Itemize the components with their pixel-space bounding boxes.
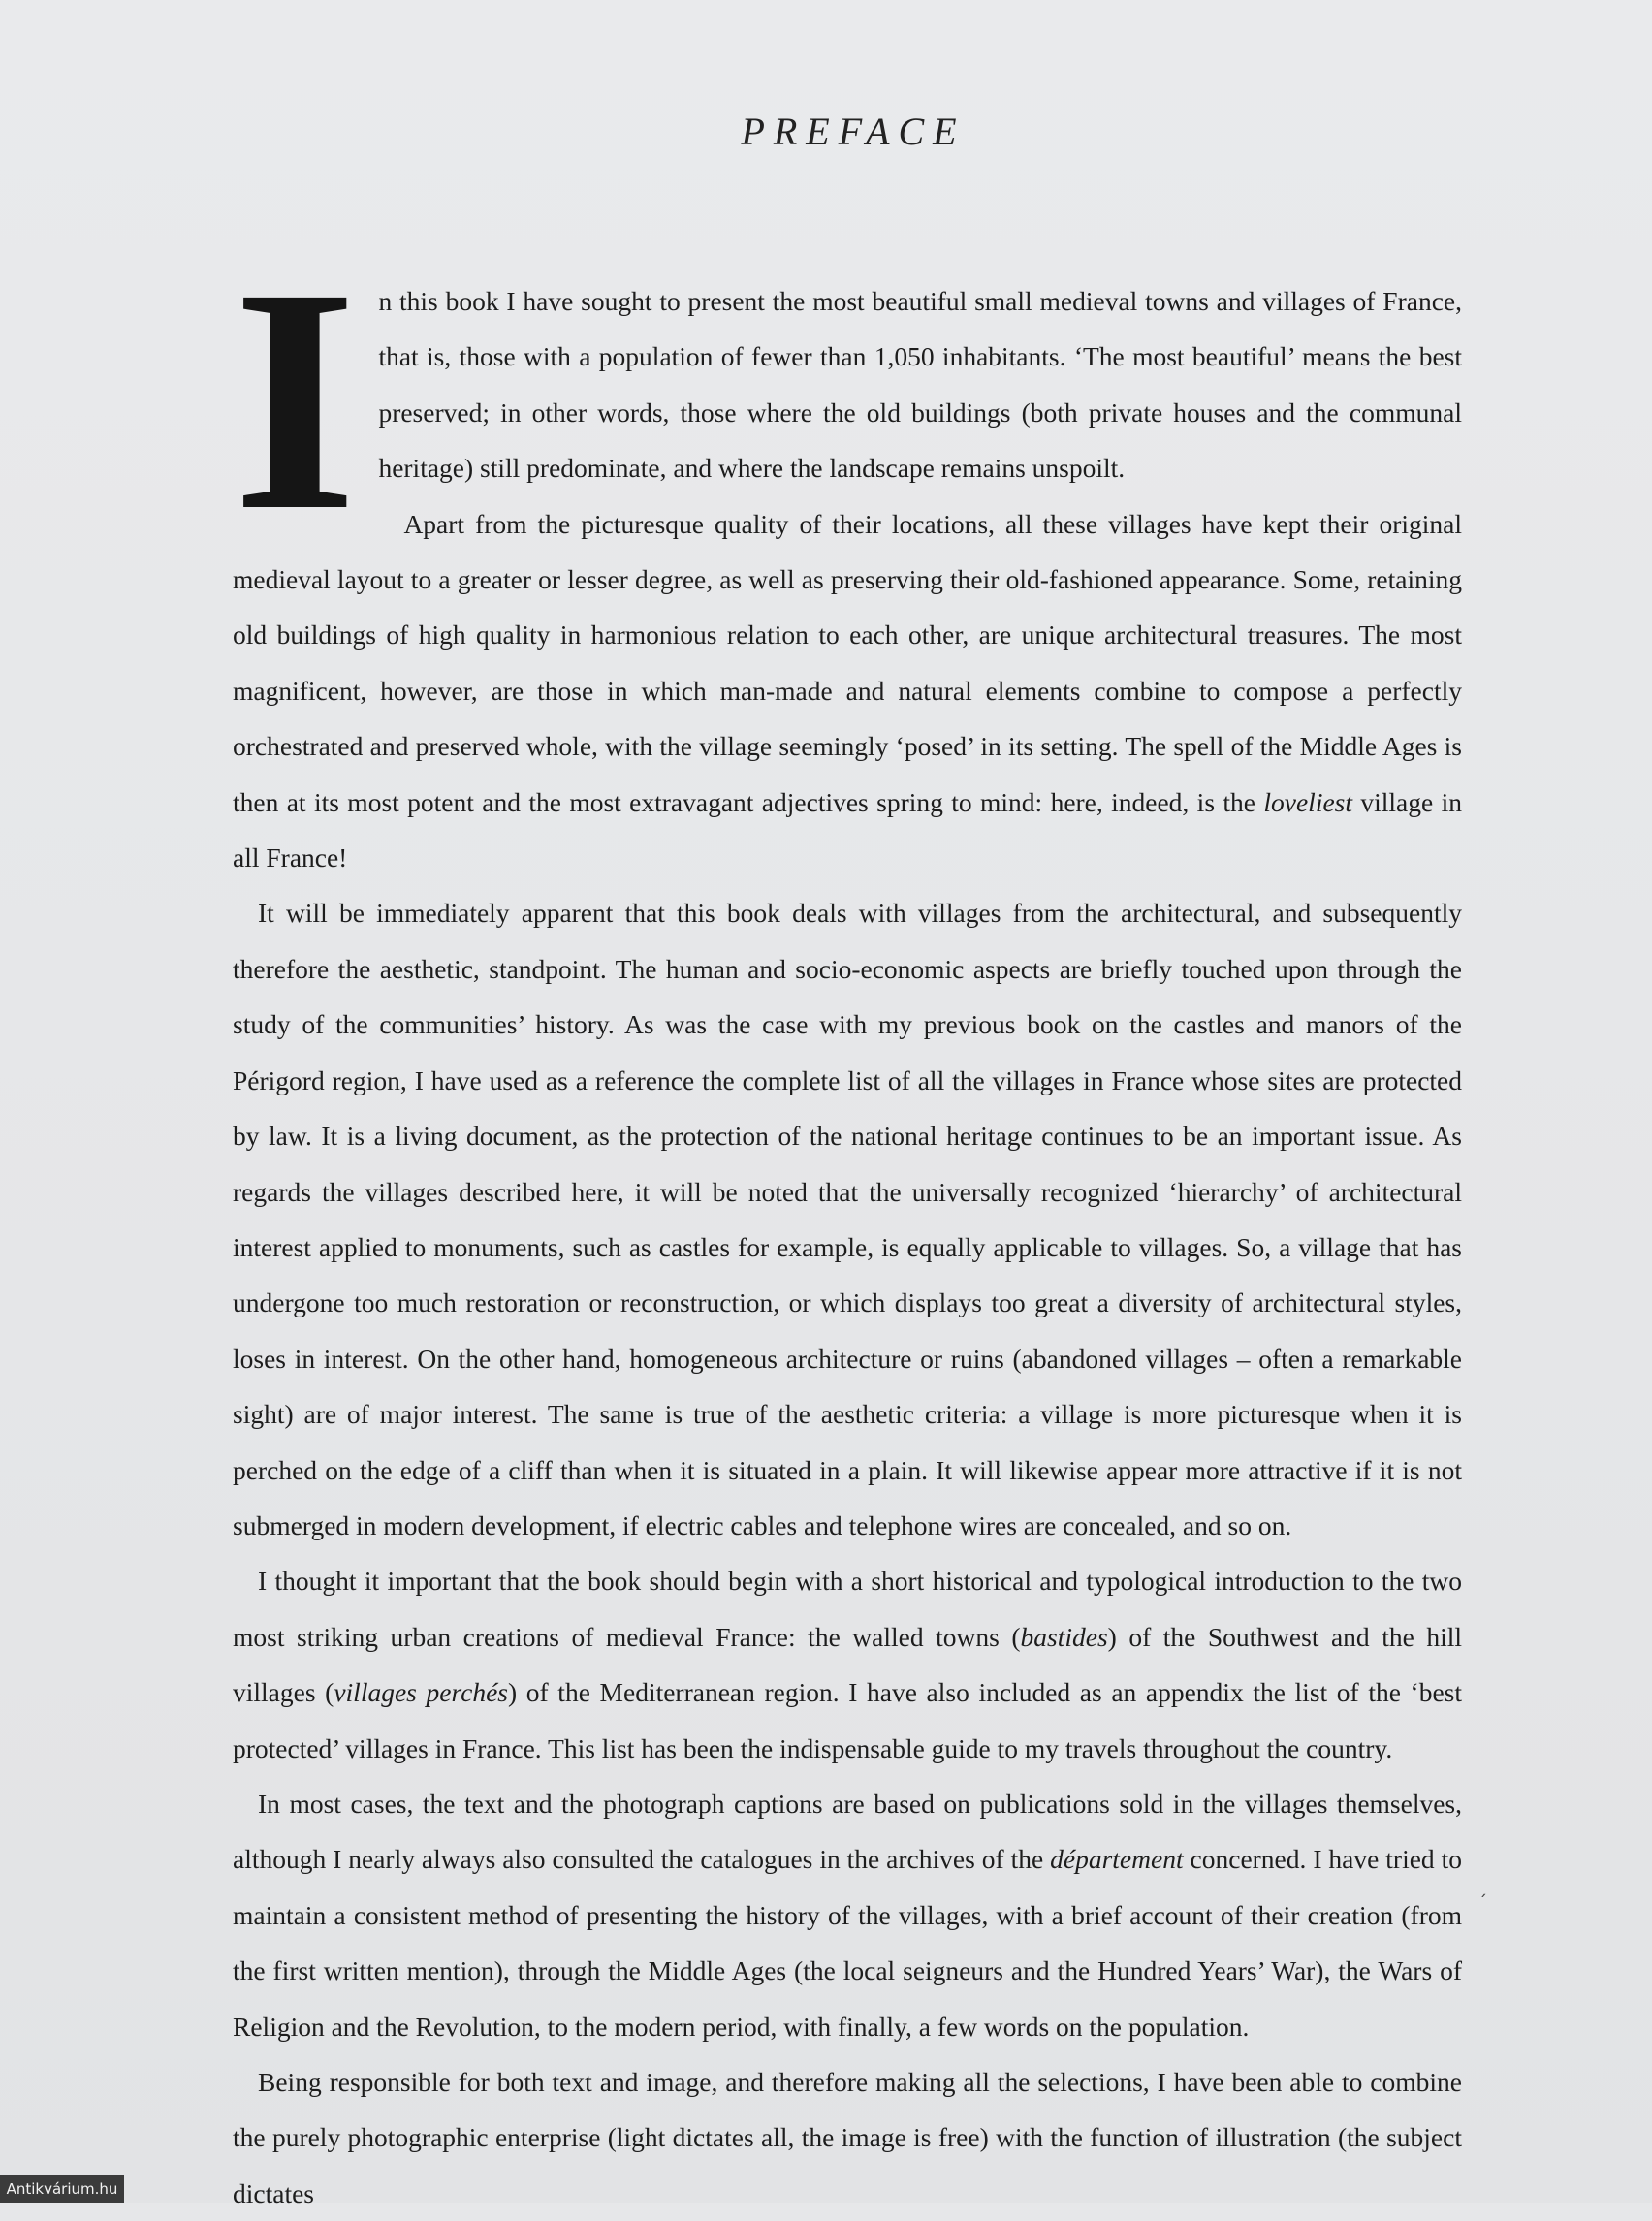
- watermark-badge: Antikvárium.hu: [0, 2175, 124, 2203]
- paragraph-5-text-b: concerned. I have tried to maintain a consistent method of presenting the history of the villages, with a brief account of their creation (from the first written mention), through the Middle Ages (the local seigneurs and the Hundred Years’ War), the Wars of Religion and the Revolution, to the modern period, with finally, a few words on the population.: [233, 1844, 1462, 2042]
- page-speck: ˊ: [1478, 1892, 1487, 1913]
- paragraph-1-text: n this book I have sought to present the most beautiful small medieval towns and villages of France, that is, those with a population of fewer than 1,050 inhabitants. ‘The most beautiful’ means the best preserved; in other words, those where the old buildings (both private houses and the communal heritage) still predominate, and where the landscape remains unspoilt.: [378, 286, 1462, 484]
- paragraph-3: It will be immediately apparent that this book deals with villages from the architectural, and subsequently therefore the aesthetic, standpoint. The human and socio-economic aspects are briefly touched upon through the study of the communities’ history. As was the case with my previous book on the castles and manors of the Périgord region, I have used as a reference the complete list of all the villages in France whose sites are protected by law. It is a living document, as the protection of the national heritage continues to be an important issue. As regards the villages described here, it will be noted that the universally recognized ‘hierarchy’ of architectural interest applied to monuments, such as castles for example, is equally applicable to villages. So, a village that has undergone too much restoration or reconstruction, or which displays too great a diversity of architectural styles, loses in interest. On the other hand, homogeneous architecture or ruins (abandoned villages – often a remarkable sight) are of major interest. The same is true of the aesthetic criteria: a village is more picturesque when it is perched on the edge of a cliff than when it is situated in a plain. It will likewise appear more attractive if it is not submerged in modern development, if electric cables and telephone wires are concealed, and so on.: [233, 898, 1462, 1540]
- paragraph-4-italic-1: bastides: [1020, 1621, 1108, 1652]
- drop-cap: I: [233, 223, 358, 577]
- paragraph-5: [233, 1776, 1462, 2054]
- preface-body: [233, 223, 1462, 2221]
- paragraph-1: [233, 223, 1462, 577]
- paragraph-5-italic: département: [1050, 1844, 1184, 1875]
- page-title: PREFACE: [741, 110, 966, 153]
- paragraph-4-text-a: I thought it important that the book should begin with a short historical and typological introduction to the two most striking urban creations of medieval France: the walled towns (: [233, 1566, 1462, 1652]
- paragraph-6: Being responsible for both text and image, and therefore making all the selections, I have been able to combine the purely photographic enterprise (light dictates all, the image is free) with the function of illustration (the subject dictates: [233, 2067, 1462, 2208]
- paragraph-2: [233, 496, 1462, 886]
- paragraph-2-text-b: village in all France!: [233, 786, 1462, 873]
- paragraph-4-italic-2: villages perchés: [334, 1677, 508, 1708]
- paragraph-2-text-a: Apart from the picturesque quality of their locations, all these villages have kept their original medieval layout to a greater or lesser degree, as well as preserving their old-fashioned appearance. Some, retaining old buildings of high quality in harmonious relation to each other, are unique architectural treasures. The most magnificent, however, are those in which man-made and natural elements combine to compose a perfectly orchestrated and preserved whole, with the village seemingly ‘posed’ in its setting. The spell of the Middle Ages is then at its most potent and the most extravagant adjectives spring to mind: here, indeed, is the: [233, 508, 1462, 817]
- paragraph-4-text-c: ) of the Mediterranean region. I have also included as an appendix the list of the ‘best protected’ villages in France. This list has been the indispensable guide to my travels throughout the country.: [233, 1677, 1462, 1763]
- paragraph-4-text-b: ) of the Southwest and the hill villages (: [233, 1621, 1462, 1708]
- paragraph-4: [233, 1553, 1462, 1776]
- paragraph-2-italic: loveliest: [1263, 786, 1353, 817]
- paragraph-5-text-a: In most cases, the text and the photograph captions are based on publications sold in the villages themselves, although I nearly always also consulted the catalogues in the archives of the: [233, 1788, 1462, 1875]
